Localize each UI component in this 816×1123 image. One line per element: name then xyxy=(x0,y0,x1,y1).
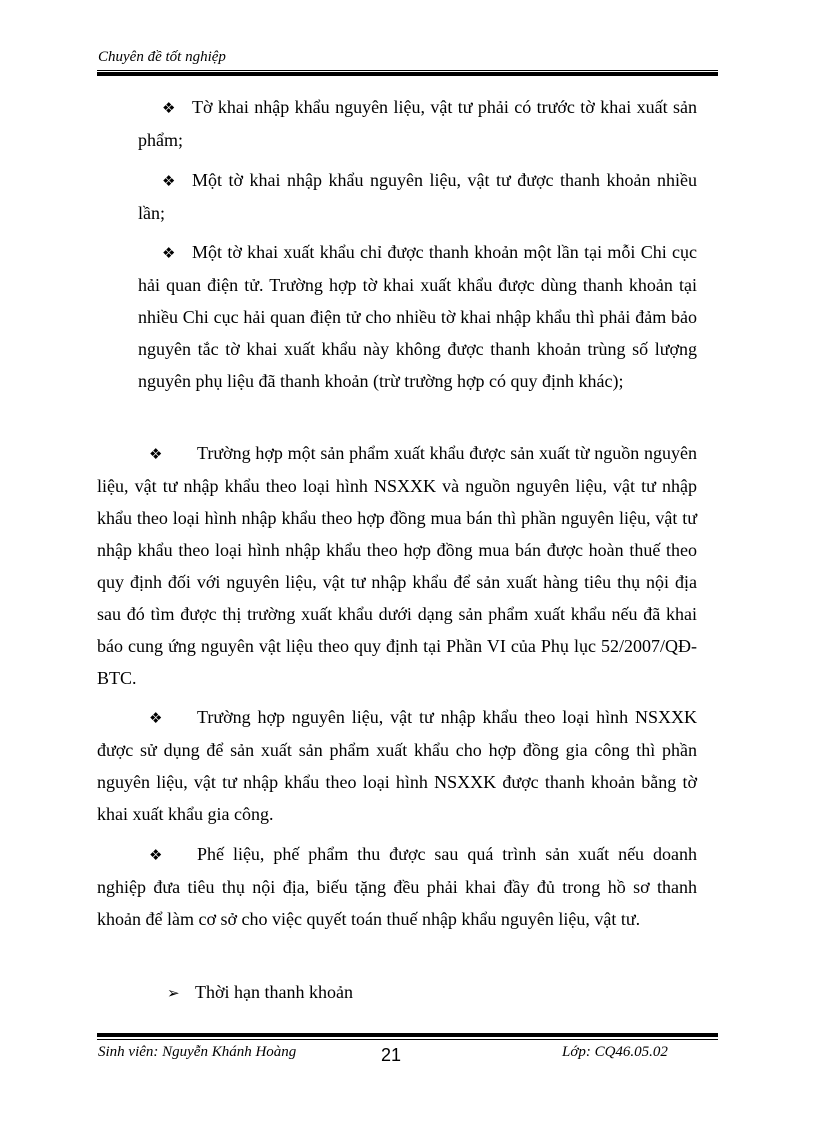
paragraph-3 xyxy=(138,236,697,397)
diamond-bullet-icon: ❖ xyxy=(162,99,176,117)
paragraph-1 xyxy=(138,91,697,156)
paragraph-5 xyxy=(97,701,697,830)
paragraph-text: Một tờ khai nhập khẩu nguyên liệu, vật tư được thanh khoản nhiều lần; xyxy=(138,170,697,223)
paragraph-text: Phế liệu, phế phẩm thu được sau quá trình sản xuất nếu doanh nghiệp đưa tiêu thụ nội địa, biếu tặng đều phải khai đầy đủ trong hồ sơ thanh khoản để làm cơ sở cho việc quyết toán thuế nhập khẩu nguyên liệu, vật tư. xyxy=(97,844,697,929)
page-number: 21 xyxy=(381,1045,402,1065)
diamond-bullet-icon: ❖ xyxy=(162,172,176,190)
paragraph-text: Trường hợp nguyên liệu, vật tư nhập khẩu theo loại hình NSXXK được sử dụng để sản xuất sản phẩm xuất khẩu cho hợp đồng gia công thì phần nguyên liệu, vật tư nhập khẩu theo loại hình NSXXK được thanh khoản bằng tờ khai xuất khẩu gia công. xyxy=(97,707,697,824)
arrow-bullet-icon: ➢ xyxy=(167,984,180,1002)
footer-rule-thick xyxy=(97,1033,718,1037)
header-title: Chuyên đề tốt nghiệp xyxy=(98,49,226,65)
section-heading xyxy=(167,982,353,1003)
paragraph-2 xyxy=(138,164,697,229)
paragraph-text: Trường hợp một sản phẩm xuất khẩu được sản xuất từ nguồn nguyên liệu, vật tư nhập khẩu theo loại hình NSXXK và nguồn nguyên liệu, vật tư nhập khẩu theo loại hình nhập khẩu theo hợp đồng mua bán thì phần nguyên liệu, vật tư nhập khẩu theo loại hình nhập khẩu theo hợp đồng mua bán được hoàn thuế theo quy định đối với nguyên liệu, vật tư nhập khẩu để sản xuất hàng tiêu thụ nội địa sau đó tìm được thị trường xuất khẩu dưới dạng sản phẩm xuất khẩu nếu đã khai báo cung ứng nguyên vật liệu theo quy định tại Phần VI của Phụ lục 52/2007/QĐ-BTC. xyxy=(97,443,697,688)
diamond-bullet-icon: ❖ xyxy=(149,445,163,463)
diamond-bullet-icon: ❖ xyxy=(149,846,163,864)
footer-class: Lớp: CQ46.05.02 xyxy=(562,1044,668,1060)
footer-student: Sinh viên: Nguyễn Khánh Hoàng xyxy=(98,1044,297,1060)
paragraph-6 xyxy=(97,838,697,935)
section-heading-text: Thời hạn thanh khoản xyxy=(195,982,353,1002)
footer-rule-thin xyxy=(97,1039,718,1040)
diamond-bullet-icon: ❖ xyxy=(149,709,163,727)
paragraph-text: Một tờ khai xuất khẩu chỉ được thanh khoản một lần tại mỗi Chi cục hải quan điện tử. Trường hợp tờ khai xuất khẩu được dùng thanh khoản tại nhiều Chi cục hải quan điện tử cho nhiều tờ khai nhập khẩu thì phải đảm bảo nguyên tắc tờ khai xuất khẩu này không được thanh khoản trùng số lượng nguyên phụ liệu đã thanh khoản (trừ trường hợp có quy định khác); xyxy=(138,242,697,391)
paragraph-4 xyxy=(97,437,697,694)
paragraph-text: Tờ khai nhập khẩu nguyên liệu, vật tư phải có trước tờ khai xuất sản phẩm; xyxy=(138,97,697,150)
diamond-bullet-icon: ❖ xyxy=(162,244,176,262)
header-rule-thick xyxy=(97,72,718,76)
header-rule-thin xyxy=(97,70,718,71)
